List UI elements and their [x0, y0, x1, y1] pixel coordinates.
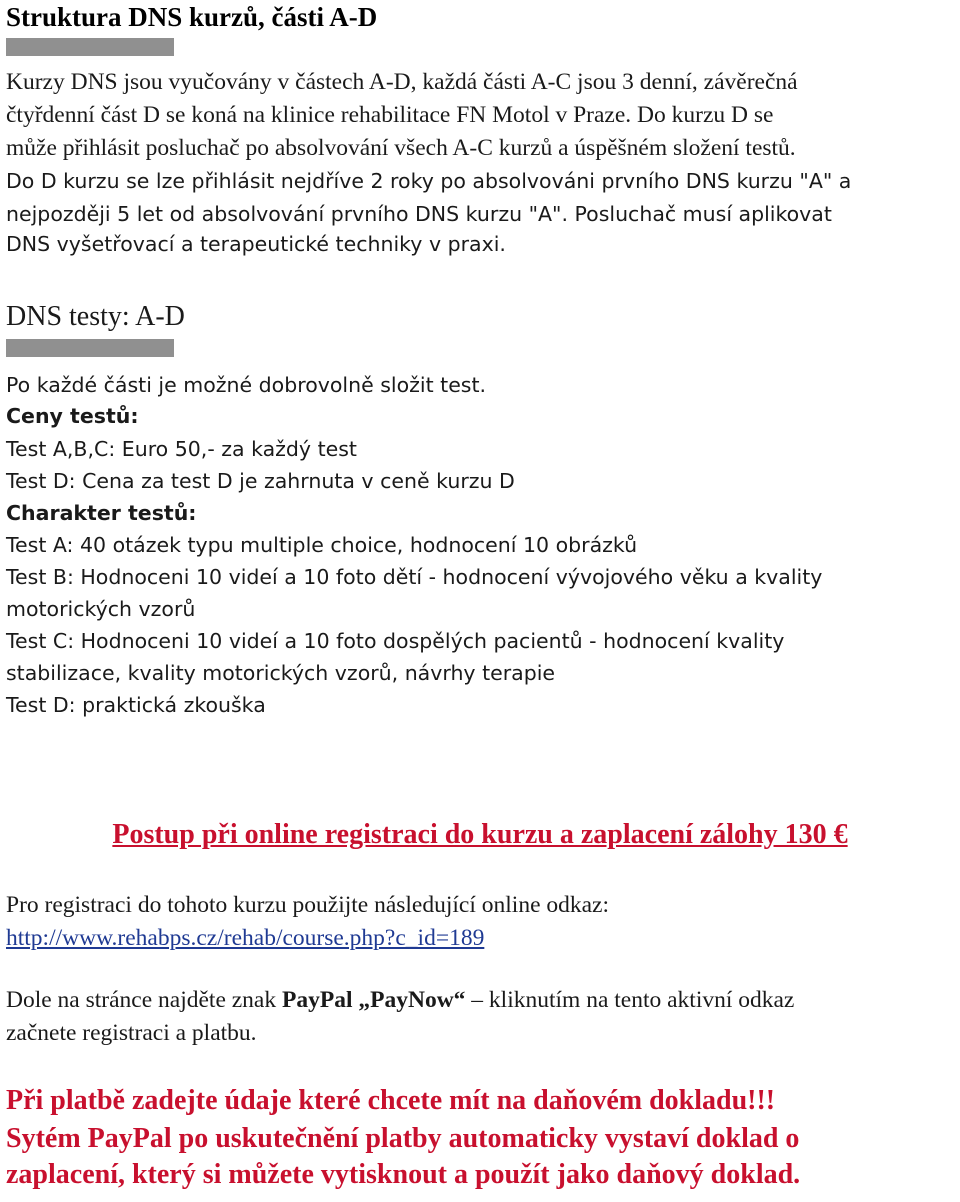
tests-line: Test D: Cena za test D je zahrnuta v ceně kurzu D	[6, 469, 515, 493]
tests-line: Test A,B,C: Euro 50,- za každý test	[6, 437, 357, 461]
payment-warning-line: Sytém PayPal po uskutečnění platby automaticky vystaví doklad o	[6, 1123, 800, 1154]
tests-heading: DNS testy: A-D	[6, 301, 185, 332]
registration-link-line	[6, 923, 484, 953]
title-underline-bar	[6, 38, 174, 56]
paypal-paynow-label: PayPal „PayNow“	[282, 987, 466, 1013]
intro-line: Do D kurzu se lze přihlásit nejdříve 2 roky po absolvováni prvního DNS kurzu "A" a	[6, 169, 852, 193]
tests-line: Test D: praktická zkouška	[6, 693, 266, 717]
tests-line: Po každé části je možné dobrovolně složit test.	[6, 373, 487, 397]
registration-link-intro: Pro registraci do tohoto kurzu použijte následující online odkaz:	[6, 892, 610, 918]
payment-warning-line: zaplacení, který si můžete vytisknout a použít jako daňový doklad.	[6, 1159, 801, 1190]
intro-line: DNS vyšetřovací a terapeutické techniky v praxi.	[6, 232, 506, 256]
tests-prices-heading: Ceny testů:	[6, 404, 139, 428]
tests-line: motorických vzorů	[6, 597, 196, 621]
paypal-instruction-pre: Dole na stránce najděte znak	[6, 987, 282, 1013]
tests-line: Test C: Hodnoceni 10 videí a 10 foto dospělých pacientů - hodnocení kvality	[6, 629, 785, 653]
paypal-instruction-line2: začnete registraci a platbu.	[6, 1020, 257, 1046]
tests-line: stabilizace, kvality motorických vzorů, návrhy terapie	[6, 661, 556, 685]
paypal-instruction	[6, 985, 794, 1015]
tests-underline-bar	[6, 339, 174, 357]
intro-line: čtyřdenní část D se koná na klinice rehabilitace FN Motol v Praze. Do kurzu D se	[6, 102, 774, 128]
tests-line: Test A: 40 otázek typu multiple choice, hodnocení 10 obrázků	[6, 533, 638, 557]
tests-line: Test B: Hodnoceni 10 videí a 10 foto dětí - hodnocení vývojového věku a kvality	[6, 565, 823, 589]
paypal-instruction-post: – kliknutím na tento aktivní odkaz	[465, 987, 795, 1013]
payment-warning-line: Při platbě zadejte údaje které chcete mít na daňovém dokladu!!!	[6, 1085, 776, 1116]
intro-line: nejpozději 5 let od absolvování prvního DNS kurzu "A". Posluchač musí aplikovat	[6, 202, 832, 226]
page-title: Struktura DNS kurzů, části A-D	[6, 2, 378, 32]
tests-character-heading: Charakter testů:	[6, 501, 197, 525]
registration-heading: Postup při online registraci do kurzu a zaplacení zálohy 130 €	[112, 819, 848, 850]
intro-line: může přihlásit posluchač po absolvování všech A-C kurzů a úspěšném složení testů.	[6, 135, 796, 161]
registration-link[interactable]: http://www.rehabps.cz/rehab/course.php?c_id=189	[6, 925, 485, 951]
intro-line: Kurzy DNS jsou vyučovány v částech A-D, každá části A-C jsou 3 denní, závěrečná	[6, 69, 798, 95]
